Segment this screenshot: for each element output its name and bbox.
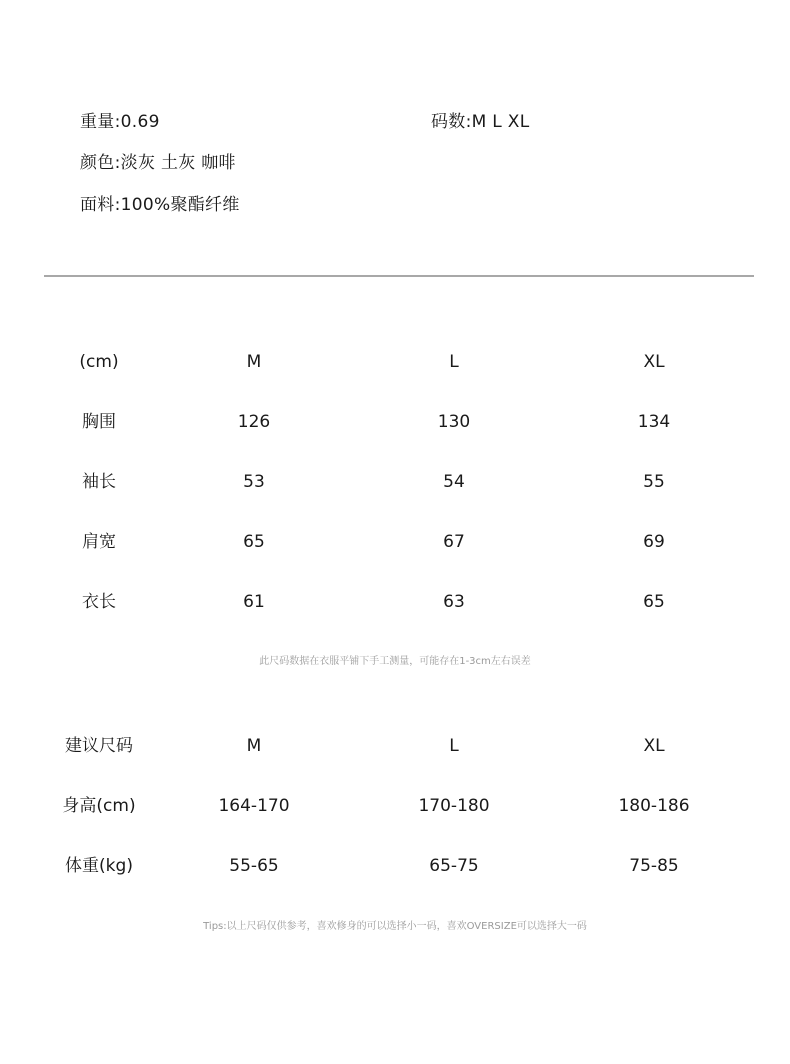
- measure-cell: 55: [643, 472, 665, 492]
- measure-cell: 54: [443, 472, 465, 492]
- measure-cell: 61: [243, 592, 265, 612]
- measure-row-label: 胸围: [82, 412, 116, 432]
- info-fabric: [80, 195, 240, 215]
- suggest-cell: 170-180: [418, 796, 490, 816]
- measure-header-xl: XL: [643, 352, 665, 372]
- suggest-cell: 65-75: [429, 856, 479, 876]
- fabric-label: 面料:: [80, 195, 121, 215]
- suggest-cell: 180-186: [618, 796, 690, 816]
- fabric-value: 100%聚酯纤维: [120, 195, 240, 215]
- suggest-cell: 75-85: [629, 856, 679, 876]
- suggest-header-label: 建议尺码: [65, 736, 133, 756]
- color-value: 淡灰 土灰 咖啡: [120, 153, 236, 173]
- measure-note: 此尺码数据在衣服平铺下手工测量，可能存在1-3cm左右误差: [259, 656, 531, 667]
- suggest-header-xl: XL: [643, 736, 665, 756]
- weight-label: 重量:: [80, 112, 121, 132]
- suggest-row-label: 身高(cm): [62, 796, 136, 816]
- measure-header-unit: (cm): [79, 352, 119, 372]
- measure-row-label: 肩宽: [82, 532, 116, 552]
- color-label: 颜色:: [80, 153, 121, 173]
- weight-value: 0.69: [120, 112, 160, 132]
- sizes-label: 码数:: [431, 112, 472, 132]
- suggest-cell: 55-65: [229, 856, 279, 876]
- info-color: [80, 153, 236, 173]
- measure-cell: 67: [443, 532, 465, 552]
- measure-cell: 53: [243, 472, 265, 492]
- section-divider: [44, 275, 754, 277]
- measure-row-label: 衣长: [82, 592, 116, 612]
- info-weight: [80, 112, 160, 132]
- suggest-header-l: L: [449, 736, 459, 756]
- measure-cell: 134: [637, 412, 671, 432]
- suggest-row-label: 体重(kg): [65, 856, 133, 876]
- sizes-value: M L XL: [471, 112, 530, 132]
- tips-note: Tips:以上尺码仅供参考，喜欢修身的可以选择小一码，喜欢OVERSIZE可以选择大一码: [203, 921, 587, 932]
- info-sizes: [431, 112, 530, 132]
- measure-cell: 63: [443, 592, 465, 612]
- measure-cell: 65: [243, 532, 265, 552]
- measure-header-l: L: [449, 352, 459, 372]
- suggest-cell: 164-170: [218, 796, 290, 816]
- measure-cell: 126: [237, 412, 271, 432]
- measure-row-label: 袖长: [82, 472, 116, 492]
- measure-header-m: M: [246, 352, 262, 372]
- suggest-header-m: M: [246, 736, 262, 756]
- measure-cell: 130: [437, 412, 471, 432]
- measure-cell: 65: [643, 592, 665, 612]
- measure-cell: 69: [643, 532, 665, 552]
